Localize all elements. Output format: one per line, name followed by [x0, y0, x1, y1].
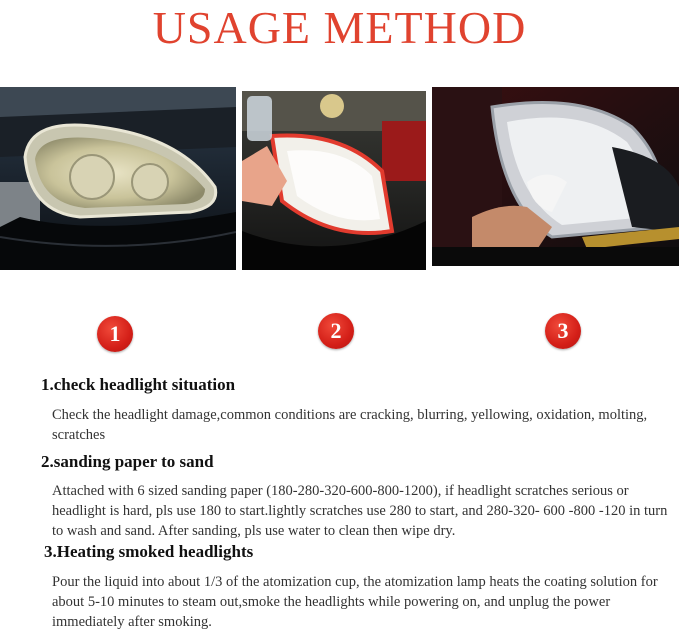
step-2-badge: 2 — [318, 313, 354, 349]
step-3-text: Pour the liquid into about 1/3 of the atomization cup, the atomization lamp heats the coating solution for about 5-10 minutes to steam out,smoke the headlights while powering on, and unplug the power immediately after smoking. — [52, 574, 658, 630]
photo-check-headlight — [0, 87, 236, 270]
step-3-badge: 3 — [545, 313, 581, 349]
step-2-text: Attached with 6 sized sanding paper (180-280-320-600-800-1200), if headlight scratches serious or headlight is hard, pls use 180 to start.lightly scratches use 280 to start, and 280-320- 600 -800 -120 in turn to wash and sand. After sanding, pls use water to clean then wipe dry. — [52, 483, 668, 539]
step-2-heading: 2.sanding paper to sand — [41, 452, 214, 471]
photo-sanding — [242, 91, 426, 270]
step-1-badge: 1 — [97, 316, 133, 352]
step-3-heading: 3.Heating smoked headlights — [44, 542, 254, 561]
photo-heating-smoke — [432, 87, 679, 266]
step-1-text: Check the headlight damage,common conditions are cracking, blurring, yellowing, oxidation, molting, scratches — [52, 407, 648, 443]
step-1-heading: 1.check headlight situation — [41, 375, 236, 394]
page-title: USAGE METHOD — [152, 2, 527, 53]
